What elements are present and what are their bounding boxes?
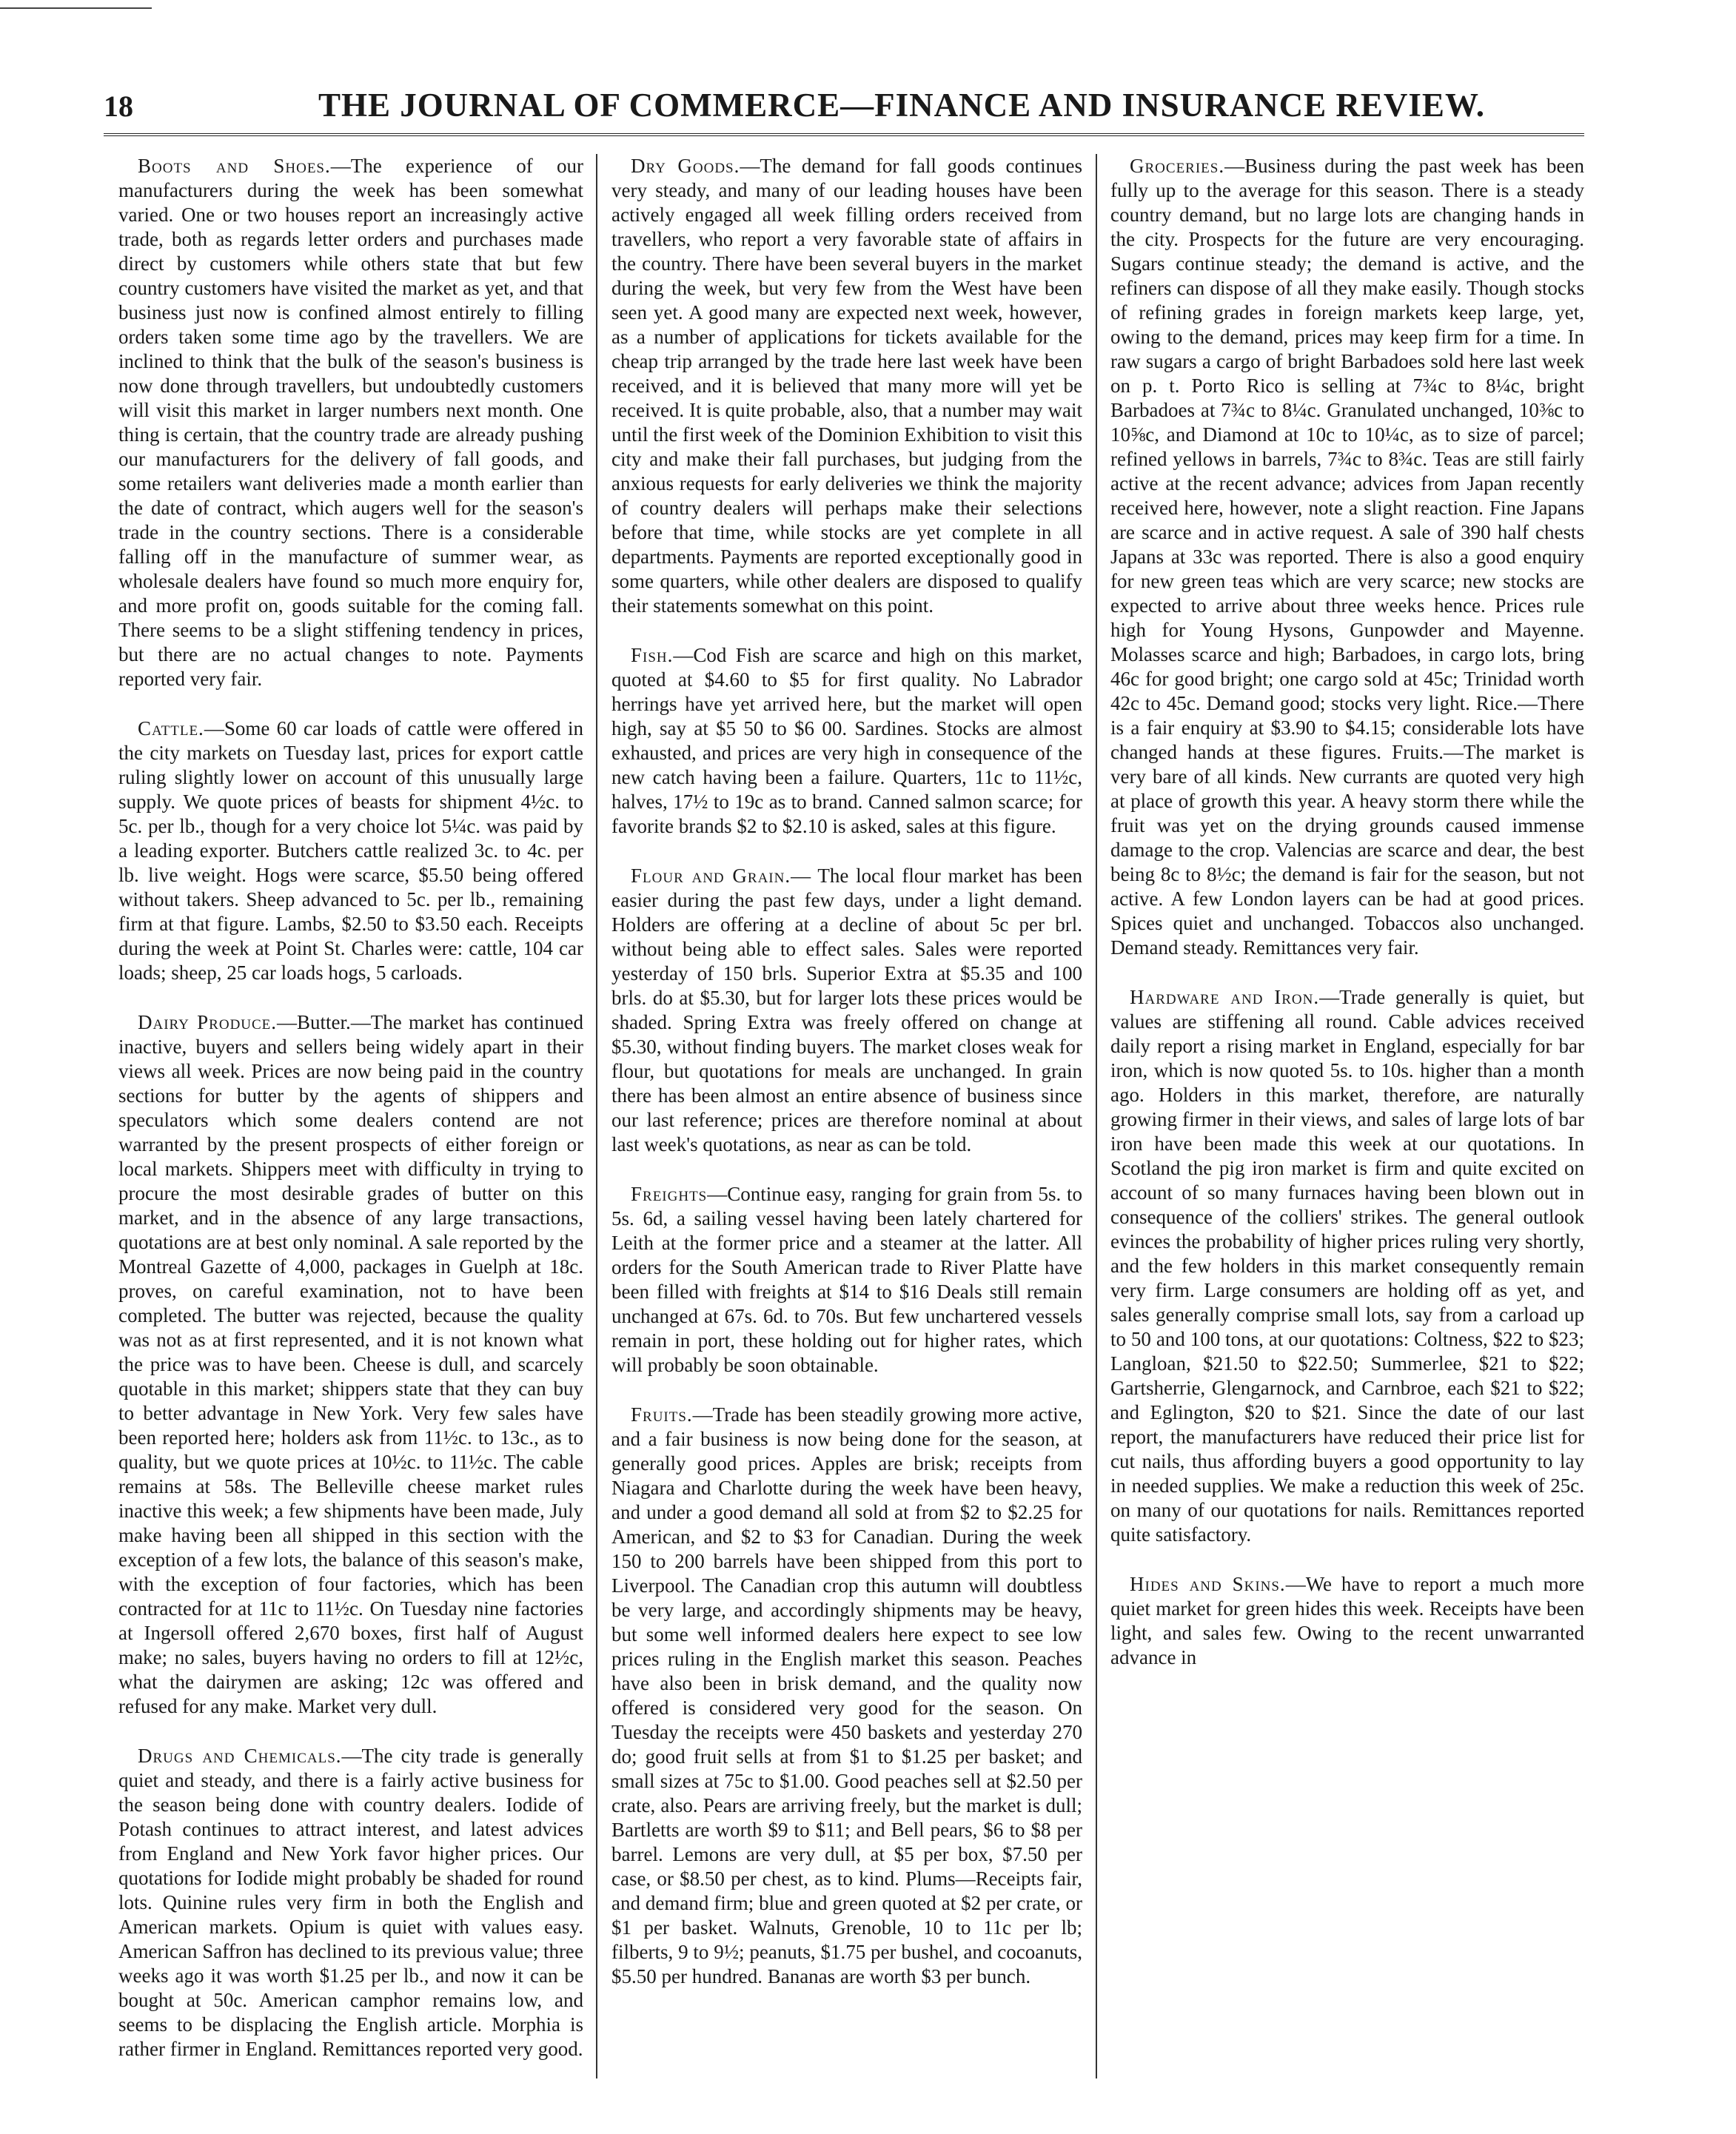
- article-flour-and-grain: [611, 864, 1082, 1157]
- column-rule: [1096, 154, 1097, 2078]
- article-body: —We have to report a much more quiet market for green hides this week. Receipts have been light, and sales few. Owing to the recent unwarranted advance in: [1110, 1573, 1584, 1668]
- article-fish: [611, 643, 1082, 839]
- article-hides-and-skins: [1110, 1572, 1584, 1670]
- article-dairy-produce: [118, 1010, 583, 1719]
- article-body: —Continue easy, ranging for grain from 5s. to 5s. 6d, a sailing vessel having been lately chartered for Leith at the former price and a steamer at the latter. All orders for the South American trade to River Platte have been filled with freights at $14 to $16 Deals still remain unchanged at 67s. 6d. to 70s. But few unchartered vessels remain in port, these holding out for higher rates, which will probably be soon obtainable.: [611, 1183, 1082, 1376]
- article-heading: Groceries.: [1130, 155, 1225, 177]
- article-heading: Fruits.: [631, 1403, 693, 1426]
- column-3: [1110, 154, 1584, 2086]
- page-number: 18: [104, 90, 133, 123]
- article-dry-goods: [611, 154, 1082, 618]
- header-rule: [104, 133, 1584, 136]
- article-hardware-and-iron: [1110, 985, 1584, 1547]
- article-heading: Dry Goods.: [631, 155, 740, 177]
- article-heading: Dairy Produce.: [138, 1011, 278, 1033]
- column-2: [611, 154, 1082, 2086]
- article-heading: Hides and Skins.: [1130, 1573, 1286, 1595]
- article-cattle: [118, 717, 583, 985]
- column-1: [118, 154, 583, 2086]
- article-body: —The demand for fall goods continues very steady, and many of our leading houses have been actively engaged all week filling orders received from travellers, who report a very favorable state of affairs in the country. There have been several buyers in the market during the week, but very few from the West have been seen yet. A good many are expected next week, however, as a number of applications for tickets available for the cheap trip arranged by the trade here last week have been received, and it is believed that many more will yet be received. It is quite probable, also, that a number may wait until the first week of the Dominion Exhibition to visit this city and make their fall purchases, but judging from the anxious requests for early deliveries we think the majority of country dealers will perhaps make their selections before that time, while stocks are yet complete in all departments. Payments are reported exceptionally good in some quarters, while other dealers are disposed to qualify their statements somewhat on this point.: [611, 155, 1082, 617]
- article-body: —The experience of our manufacturers during the week has been somewhat varied. One or two houses report an increasingly active trade, both as regards letter orders and purchases made direct by customers while others state that but few country customers have visited the market as yet, and that business just now is confined almost entirely to filling orders taken some time ago by the travellers. We are inclined to think that the bulk of the season's business is now done through travellers, but undoubtedly customers will visit this market in larger numbers next month. One thing is certain, that the country trade are already pushing our manufacturers for the delivery of fall goods, and some retailers want deliveries made a month earlier than the date of contract, which augers well for the season's trade in the country sections. There is a considerable falling off in the manufacture of summer wear, as wholesale dealers have found so much more enquiry for, and more profit on, goods suitable for the coming fall. There seems to be a slight stiffening tendency in prices, but there are no actual changes to note. Payments reported very fair.: [118, 155, 583, 690]
- article-body: —Butter.—The market has continued inactive, buyers and sellers being widely apart in their views all week. Prices are now being paid in the country sections for butter by the agents of shippers and speculators which some dealers contend are not warranted by the present prospects of either foreign or local markets. Shippers meet with difficulty in trying to procure the most desirable grades of butter on this market, and in the absence of any large transactions, quotations are at best only nominal. A sale reported by the Montreal Gazette of 4,000, packages in Guelph at 18c. proves, on careful examination, not to have been completed. The butter was rejected, because the quality was not as at first represented, and it is not known what the price was to have been. Cheese is dull, and scarcely quotable in this market; shippers state that they can buy to better advantage in New York. Very few sales have been reported here; holders ask from 11½c. to 13c., as to quality, but we quote prices at 10½c. to 11½c. The cable remains at 58s. The Belleville cheese market rules inactive this week; a few shipments have been made, July make having been all shipped in this section with the exception of a few lots, the balance of this season's make, with the exception of four factories, which has been contracted for at 11c to 11½c. On Tuesday nine factories at Ingersoll offered 2,670 boxes, first half of August make; no sales, buyers having no orders to fill at 12½c, what the dairymen are asking; 12c was offered and refused for any make. Market very dull.: [118, 1011, 583, 1717]
- article-heading: Freights: [631, 1183, 708, 1205]
- article-heading: Cattle.: [138, 717, 204, 739]
- article-drugs-and-chemicals: [118, 1744, 583, 2061]
- article-heading: Boots and Shoes.: [138, 155, 331, 177]
- article-heading: Hardware and Iron.: [1130, 986, 1320, 1008]
- column-rule: [596, 154, 597, 2078]
- article-body: —Trade has been steadily growing more active, and a fair business is now being done for the season, at generally good prices. Apples are brisk; receipts from Niagara and Charlotte during the week have been heavy, and under a good demand all sold at from $2 to $2.25 for American, and $2 to $3 for Canadian. During the week 150 to 200 barrels have been shipped from this port to Liverpool. The Canadian crop this autumn will doubtless be very large, and accordingly shipments may be heavy, but some well informed dealers here expect to see low prices ruling in the English market this season. Peaches have also been in brisk demand, and the quality now offered is considered very good for the season. On Tuesday the receipts were 450 baskets and yesterday 270 do; good fruit sells at from $1 to $1.25 per basket; and small sizes at 75c to $1.00. Good peaches sell at $2.50 per crate, also. Pears are arriving freely, but the market is dull; Bartletts are worth $9 to $11; and Bell pears, $6 to $8 per barrel. Lemons are very dull, at $5 per box, $7.50 per case, or $8.50 per chest, as to kind. Plums—Receipts fair, and demand firm; blue and green quoted at $2 per crate, or $1 per basket. Walnuts, Grenoble, 10 to 11c per lb; filberts, 9 to 9½; peanuts, $1.75 per bushel, and cocoanuts, $5.50 per hundred. Bananas are worth $3 per bunch.: [611, 1403, 1082, 1987]
- article-body: — The local flour market has been easier during the past few days, under a light demand. Holders are offering at a decline of about 5c per brl. without being able to effect sales. Sales were reported yesterday of 150 brls. Superior Extra at $5.35 and 100 brls. do at $5.30, but for larger lots these prices would be shaded. Spring Extra was freely offered on change at $5.30, without finding buyers. The market closes weak for flour, but quotations for meals are unchanged. In grain there has been almost an entire absence of business since our last reference; prices are therefore nominal at about last week's quotations, as near as can be told.: [611, 865, 1082, 1155]
- article-body: —Some 60 car loads of cattle were offered in the city markets on Tuesday last, prices for export cattle ruling slightly lower on account of this unusually large supply. We quote prices of beasts for shipment 4½c. to 5c. per lb., though for a very choice lot 5¼c. was paid by a leading exporter. Butchers cattle realized 3c. to 4c. per lb. live weight. Hogs were scarce, $5.50 being offered without takers. Sheep advanced to 5c. per lb., remaining firm at that figure. Lambs, $2.50 to $3.50 each. Receipts during the week at Point St. Charles were: cattle, 104 car loads; sheep, 25 car loads hogs, 5 carloads.: [118, 717, 583, 984]
- journal-title: THE JOURNAL OF COMMERCE—FINANCE AND INSURANCE REVIEW.: [318, 87, 1486, 124]
- article-heading: Drugs and Chemicals.: [138, 1745, 342, 1767]
- article-body: —Business during the past week has been fully up to the average for this season. There is a steady country demand, but no large lots are changing hands in the city. Prospects for the future are very encouraging. Sugars continue steady; the demand is active, and the refiners can dispose of all they make easily. Though stocks of refining grades in foreign markets keep large, yet, owing to the demand, prices may keep firm for a time. In raw sugars a cargo of bright Barbadoes sold here last week on p. t. Porto Rico is selling at 7¾c to 8¼c, bright Barbadoes at 7¾c to 8¼c. Granulated unchanged, 10⅜c to 10⅝c, and Diamond at 10c to 10¼c, as to size of parcel; refined yellows in barrels, 7¾c to 8¾c. Teas are still fairly active at the recent advance; advices from Japan recently received here, however, note a slight reaction. Fine Japans are scarce and in active request. A sale of 390 half chests Japans at 33c was reported. There is also a good enquiry for new green teas which are very scarce; new stocks are expected to arrive about three weeks hence. Prices rule high for Young Hysons, Gunpowder and Mayenne. Molasses scarce and high; Barbadoes, in cargo lots, bring 46c for good bright; one cargo sold at 45c; Trinidad worth 42c to 45c. Demand good; stocks very light. Rice.—There is a fair enquiry at $3.90 to $4.15; considerable lots have changed hands at these figures. Fruits.—The market is very bare of all kinds. New currants are quoted very high at place of growth this year. A heavy storm there while the fruit was yet on the drying grounds caused immense damage to the crop. Valencias are scarce and dear, the best being 8c to 8½c; the demand is fair for the season, but not active. A few London layers can be had at good prices. Spices quiet and unchanged. Tobaccos also unchanged. Demand steady. Remittances very fair.: [1110, 155, 1584, 959]
- article-freights: [611, 1182, 1082, 1378]
- article-groceries: [1110, 154, 1584, 960]
- article-body: —Trade generally is quiet, but values are stiffening all round. Cable advices received daily report a rising market in England, especially for bar iron, which is now quoted 5s. to 10s. higher than a month ago. Holders in this market, therefore, are naturally growing firmer in their views, and sales of large lots of bar iron have been made this week at our quotations. In Scotland the pig iron market is firm and quite excited on account of so many furnaces having been blown out in consequence of the colliers' strikes. The general outlook evinces the probability of higher prices ruling very shortly, and the few holders in this market consequently remain very firm. Large consumers are holding off as yet, and sales generally comprise small lots, say from a carload up to 50 and 100 tons, at our quotations: Coltness, $22 to $23; Langloan, $21.50 to $22.50; Summerlee, $21 to $22; Gartsherrie, Glengarnock, and Carnbroe, each $21 to $22; and Eglington, $20 to $21. Since the date of our last report, the manufacturers have reduced their price list for cut nails, thus affording buyers a good opportunity to lay in needed supplies. We make a reduction this week of 25c. on many of our quotations for nails. Remittances reported quite satisfactory.: [1110, 986, 1584, 1546]
- article-body: —The city trade is generally quiet and steady, and there is a fairly active business for the season being done with country dealers. Iodide of Potash continues to attract interest, and latest advices from England and New York favor higher prices. Our quotations for Iodide might probably be shaded for round lots. Quinine rules very firm in both the English and American markets. Opium is quiet with values easy. American Saffron has declined to its previous value; three weeks ago it was worth $1.25 per lb., and now it can be bought at 50c. American camphor remains low, and seems to be displacing the English article. Morphia is rather firmer in England. Remittances reported very good.: [118, 1745, 583, 2060]
- top-edge-rule: [0, 7, 152, 9]
- article-heading: Fish.: [631, 644, 674, 666]
- article-body: —Cod Fish are scarce and high on this market, quoted at $4.60 to $5 for first quality. No Labrador herrings have yet arrived here, but the market will open high, say at $5 50 to $6 00. Sardines. Stocks are almost exhausted, and prices are very high in consequence of the new catch having been a failure. Quarters, 11c to 11½c, halves, 17½ to 19c as to brand. Canned salmon scarce; for favorite brands $2 to $2.10 is asked, sales at this figure.: [611, 644, 1082, 837]
- article-heading: Flour and Grain.: [631, 865, 791, 887]
- article-boots-and-shoes: [118, 154, 583, 691]
- article-fruits: [611, 1403, 1082, 1989]
- page-header: [104, 83, 1584, 135]
